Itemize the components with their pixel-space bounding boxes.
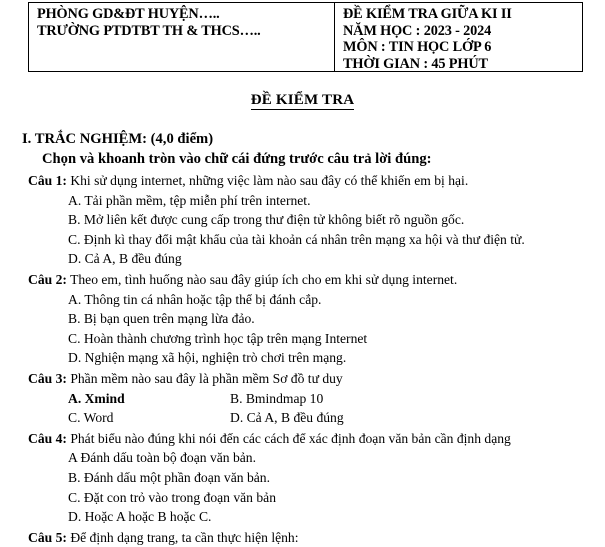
option-item: C. Định kì thay đổi mật khẩu của tài khoản cá nhân trên mạng xa hội và thư điện tử. bbox=[68, 231, 525, 247]
question-label: Câu 2: bbox=[28, 271, 67, 287]
option-item: B. Đánh dấu một phần đoạn văn bản. bbox=[68, 469, 270, 485]
option-item: D. Cả A, B đều đúng bbox=[230, 410, 344, 426]
exam-body bbox=[0, 130, 605, 547]
document-title bbox=[0, 92, 605, 109]
header-left-line-1: PHÒNG GD&ĐT HUYỆN….. bbox=[37, 6, 220, 22]
question-line bbox=[0, 270, 605, 290]
option-item: D. Cả A, B đều đúng bbox=[68, 251, 182, 267]
question-text: Khi sử dụng internet, những việc làm nào sau đây có thể khiến em bị hại. bbox=[70, 173, 469, 188]
question-line bbox=[0, 528, 605, 547]
question-block bbox=[0, 429, 605, 527]
option-item: D. Nghiện mạng xã hội, nghiện trò chơi trên mạng. bbox=[68, 350, 347, 366]
option-item: A. Tải phần mềm, tệp miễn phí trên internet. bbox=[68, 192, 311, 208]
option-item: B. Bmindmap 10 bbox=[230, 390, 324, 406]
header-left-line-2: TRƯỜNG PTDTBT TH & THCS….. bbox=[37, 22, 261, 39]
question-block bbox=[0, 369, 605, 428]
question-text: Phần mềm nào sau đây là phần mềm Sơ đồ tư duy bbox=[70, 370, 343, 386]
option-item: B. Mở liên kết được cung cấp trong thư điện tử không biết rõ nguồn gốc. bbox=[68, 212, 465, 228]
document-title-text: ĐỀ KIỂM TRA bbox=[250, 92, 355, 108]
option-item: A. Xmind bbox=[68, 390, 125, 406]
question-label: Câu 4: bbox=[28, 430, 67, 446]
header-cell-exam-info bbox=[335, 3, 582, 71]
question-line bbox=[0, 429, 605, 449]
question-label: Câu 3: bbox=[28, 370, 67, 386]
header-table bbox=[28, 2, 583, 72]
header-right-line-1: ĐỀ KIỂM TRA GIỮA KI II bbox=[343, 6, 512, 22]
question-block bbox=[0, 528, 605, 547]
section-heading: I. TRẮC NGHIỆM: (4,0 điểm) bbox=[22, 131, 214, 147]
header-right-line-2: NĂM HỌC : 2023 - 2024 bbox=[343, 22, 492, 39]
option-item: C. Hoàn thành chương trình học tập trên mạng Internet bbox=[68, 330, 368, 346]
question-block bbox=[0, 171, 605, 269]
question-text: Phát biểu nào đúng khi nói đến các cách để xác định đoạn văn bản cần định dạng bbox=[70, 430, 511, 446]
option-item: A Đánh dấu toàn bộ đoạn văn bản. bbox=[68, 450, 257, 466]
question-text: Để định dạng trang, ta cần thực hiện lệnh: bbox=[70, 529, 299, 545]
option-item: C. Đặt con trỏ vào trong đoạn văn bản bbox=[68, 489, 277, 505]
option-item: A. Thông tin cá nhân hoặc tập thể bị đánh cắp. bbox=[68, 291, 322, 307]
question-block bbox=[0, 270, 605, 368]
header-right-line-4: THỜI GIAN : 45 PHÚT bbox=[343, 55, 488, 72]
section-instruction: Chọn và khoanh tròn vào chữ cái đứng trước câu trả lời đúng: bbox=[42, 151, 432, 167]
option-row bbox=[0, 389, 605, 409]
question-label: Câu 1: bbox=[28, 173, 67, 188]
question-line bbox=[0, 171, 605, 191]
question-label: Câu 5: bbox=[28, 529, 67, 545]
option-row bbox=[0, 408, 605, 428]
question-text: Theo em, tình huống nào sau đây giúp ích cho em khi sử dụng internet. bbox=[70, 271, 458, 287]
question-line bbox=[0, 369, 605, 389]
option-item: D. Hoặc A hoặc B hoặc C. bbox=[68, 509, 212, 525]
header-right-line-3: MÔN : TIN HỌC LỚP 6 bbox=[343, 39, 492, 56]
option-item: B. Bị bạn quen trên mạng lừa đảo. bbox=[68, 311, 255, 327]
header-cell-school bbox=[29, 3, 335, 71]
option-item: C. Word bbox=[68, 410, 114, 426]
